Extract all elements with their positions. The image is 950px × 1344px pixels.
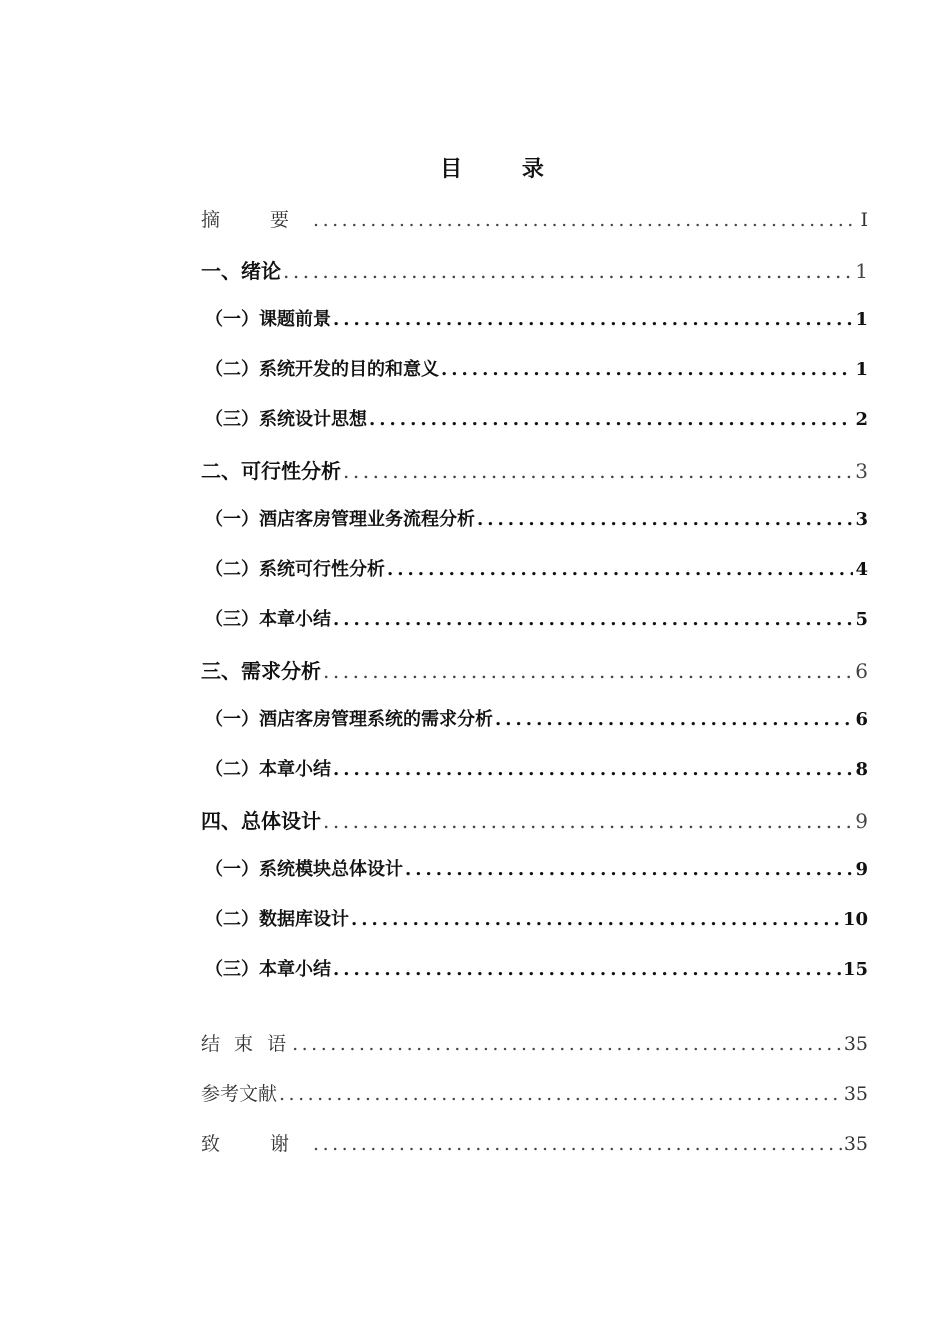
toc-leader-dots [313, 1133, 842, 1155]
toc-leader-dots [369, 409, 853, 430]
toc-leader-dots [333, 959, 841, 980]
toc-entry-page: 9 [855, 859, 868, 880]
toc-entry-label: （一）酒店客房管理业务流程分析 [205, 509, 475, 530]
toc-leader-dots [343, 459, 853, 483]
toc-entry-chapter-1[interactable] [201, 255, 868, 285]
toc-entry-label: 一、绪论 [201, 259, 281, 283]
toc-entry-acknowledgements[interactable] [201, 1129, 868, 1159]
toc-entry-section-4-2[interactable] [201, 905, 868, 935]
toc-entry-chapter-3[interactable] [201, 655, 868, 685]
toc-leader-dots [351, 909, 841, 930]
toc-entry-chapter-4[interactable] [201, 805, 868, 835]
toc-entry-page: 35 [843, 1083, 868, 1105]
toc-entry-page: 35 [843, 1133, 868, 1155]
toc-entry-section-4-1[interactable] [201, 855, 868, 885]
toc-entry-page: 9 [855, 809, 868, 833]
toc-entry-label: （二）数据库设计 [205, 909, 349, 930]
toc-leader-dots [313, 209, 858, 231]
toc-entry-label: 参考文献 [201, 1083, 278, 1105]
toc-leader-dots [323, 659, 853, 683]
toc-entry-section-3-1[interactable] [201, 705, 868, 735]
toc-entry-page: 2 [855, 409, 868, 430]
toc-entry-label: （二）系统开发的目的和意义 [205, 359, 439, 380]
toc-entry-label: （二）系统可行性分析 [205, 559, 385, 580]
toc-entry-section-4-3[interactable] [201, 955, 868, 985]
toc-entry-page: 8 [855, 759, 868, 780]
toc-entry-section-3-2[interactable] [201, 755, 868, 785]
toc-entry-label: 结 束 语 [201, 1033, 291, 1055]
toc-entry-page: 15 [842, 959, 868, 980]
toc-entry-label: 四、总体设计 [201, 809, 321, 833]
toc-entry-section-1-2[interactable] [201, 355, 868, 385]
toc-entry-label: 摘 要 [201, 209, 312, 231]
toc-leader-dots [387, 559, 853, 580]
toc-leader-dots [292, 1033, 842, 1055]
toc-entry-label: （三）系统设计思想 [205, 409, 367, 430]
toc-entry-page: I [860, 209, 868, 231]
toc-leader-dots [279, 1083, 842, 1105]
toc-leader-dots [333, 609, 853, 630]
toc-entry-page: 10 [842, 909, 868, 930]
toc-entry-label: 二、可行性分析 [201, 459, 341, 483]
toc-entry-label: （三）本章小结 [205, 609, 331, 630]
toc-entry-label: （三）本章小结 [205, 959, 331, 980]
toc-entry-section-2-1[interactable] [201, 505, 868, 535]
toc-entry-section-1-3[interactable] [201, 405, 868, 435]
toc-entry-page: 6 [855, 659, 868, 683]
toc-title: 目 录 [440, 156, 570, 182]
toc-entry-page: 35 [843, 1033, 868, 1055]
toc-entry-page: 1 [855, 259, 868, 283]
toc-entry-page: 1 [855, 359, 868, 380]
toc-entry-page: 5 [855, 609, 868, 630]
toc-entry-page: 1 [855, 309, 868, 330]
toc-leader-dots [495, 709, 853, 730]
toc-entry-abstract[interactable] [201, 205, 868, 235]
toc-entry-page: 3 [855, 509, 868, 530]
toc-entry-section-2-2[interactable] [201, 555, 868, 585]
toc-entry-page: 4 [855, 559, 868, 580]
toc-entry-section-1-1[interactable] [201, 305, 868, 335]
toc-entry-label: 致 谢 [201, 1133, 312, 1155]
toc-entry-chapter-2[interactable] [201, 455, 868, 485]
toc-leader-dots [477, 509, 853, 530]
toc-entry-label: 三、需求分析 [201, 659, 321, 683]
toc-entry-conclusion[interactable] [201, 1029, 868, 1059]
toc-entry-label: （二）本章小结 [205, 759, 331, 780]
toc-entry-section-2-3[interactable] [201, 605, 868, 635]
toc-leader-dots [333, 309, 853, 330]
toc-leader-dots [323, 809, 853, 833]
toc-entry-page: 3 [855, 459, 868, 483]
toc-entry-label: （一）课题前景 [205, 309, 331, 330]
toc-leader-dots [405, 859, 853, 880]
toc-leader-dots [441, 359, 853, 380]
toc-leader-dots [283, 259, 853, 283]
toc-entry-references[interactable] [201, 1079, 868, 1109]
toc-leader-dots [333, 759, 853, 780]
toc-entry-label: （一）酒店客房管理系统的需求分析 [205, 709, 493, 730]
toc-entry-label: （一）系统模块总体设计 [205, 859, 403, 880]
toc-entry-page: 6 [855, 709, 868, 730]
